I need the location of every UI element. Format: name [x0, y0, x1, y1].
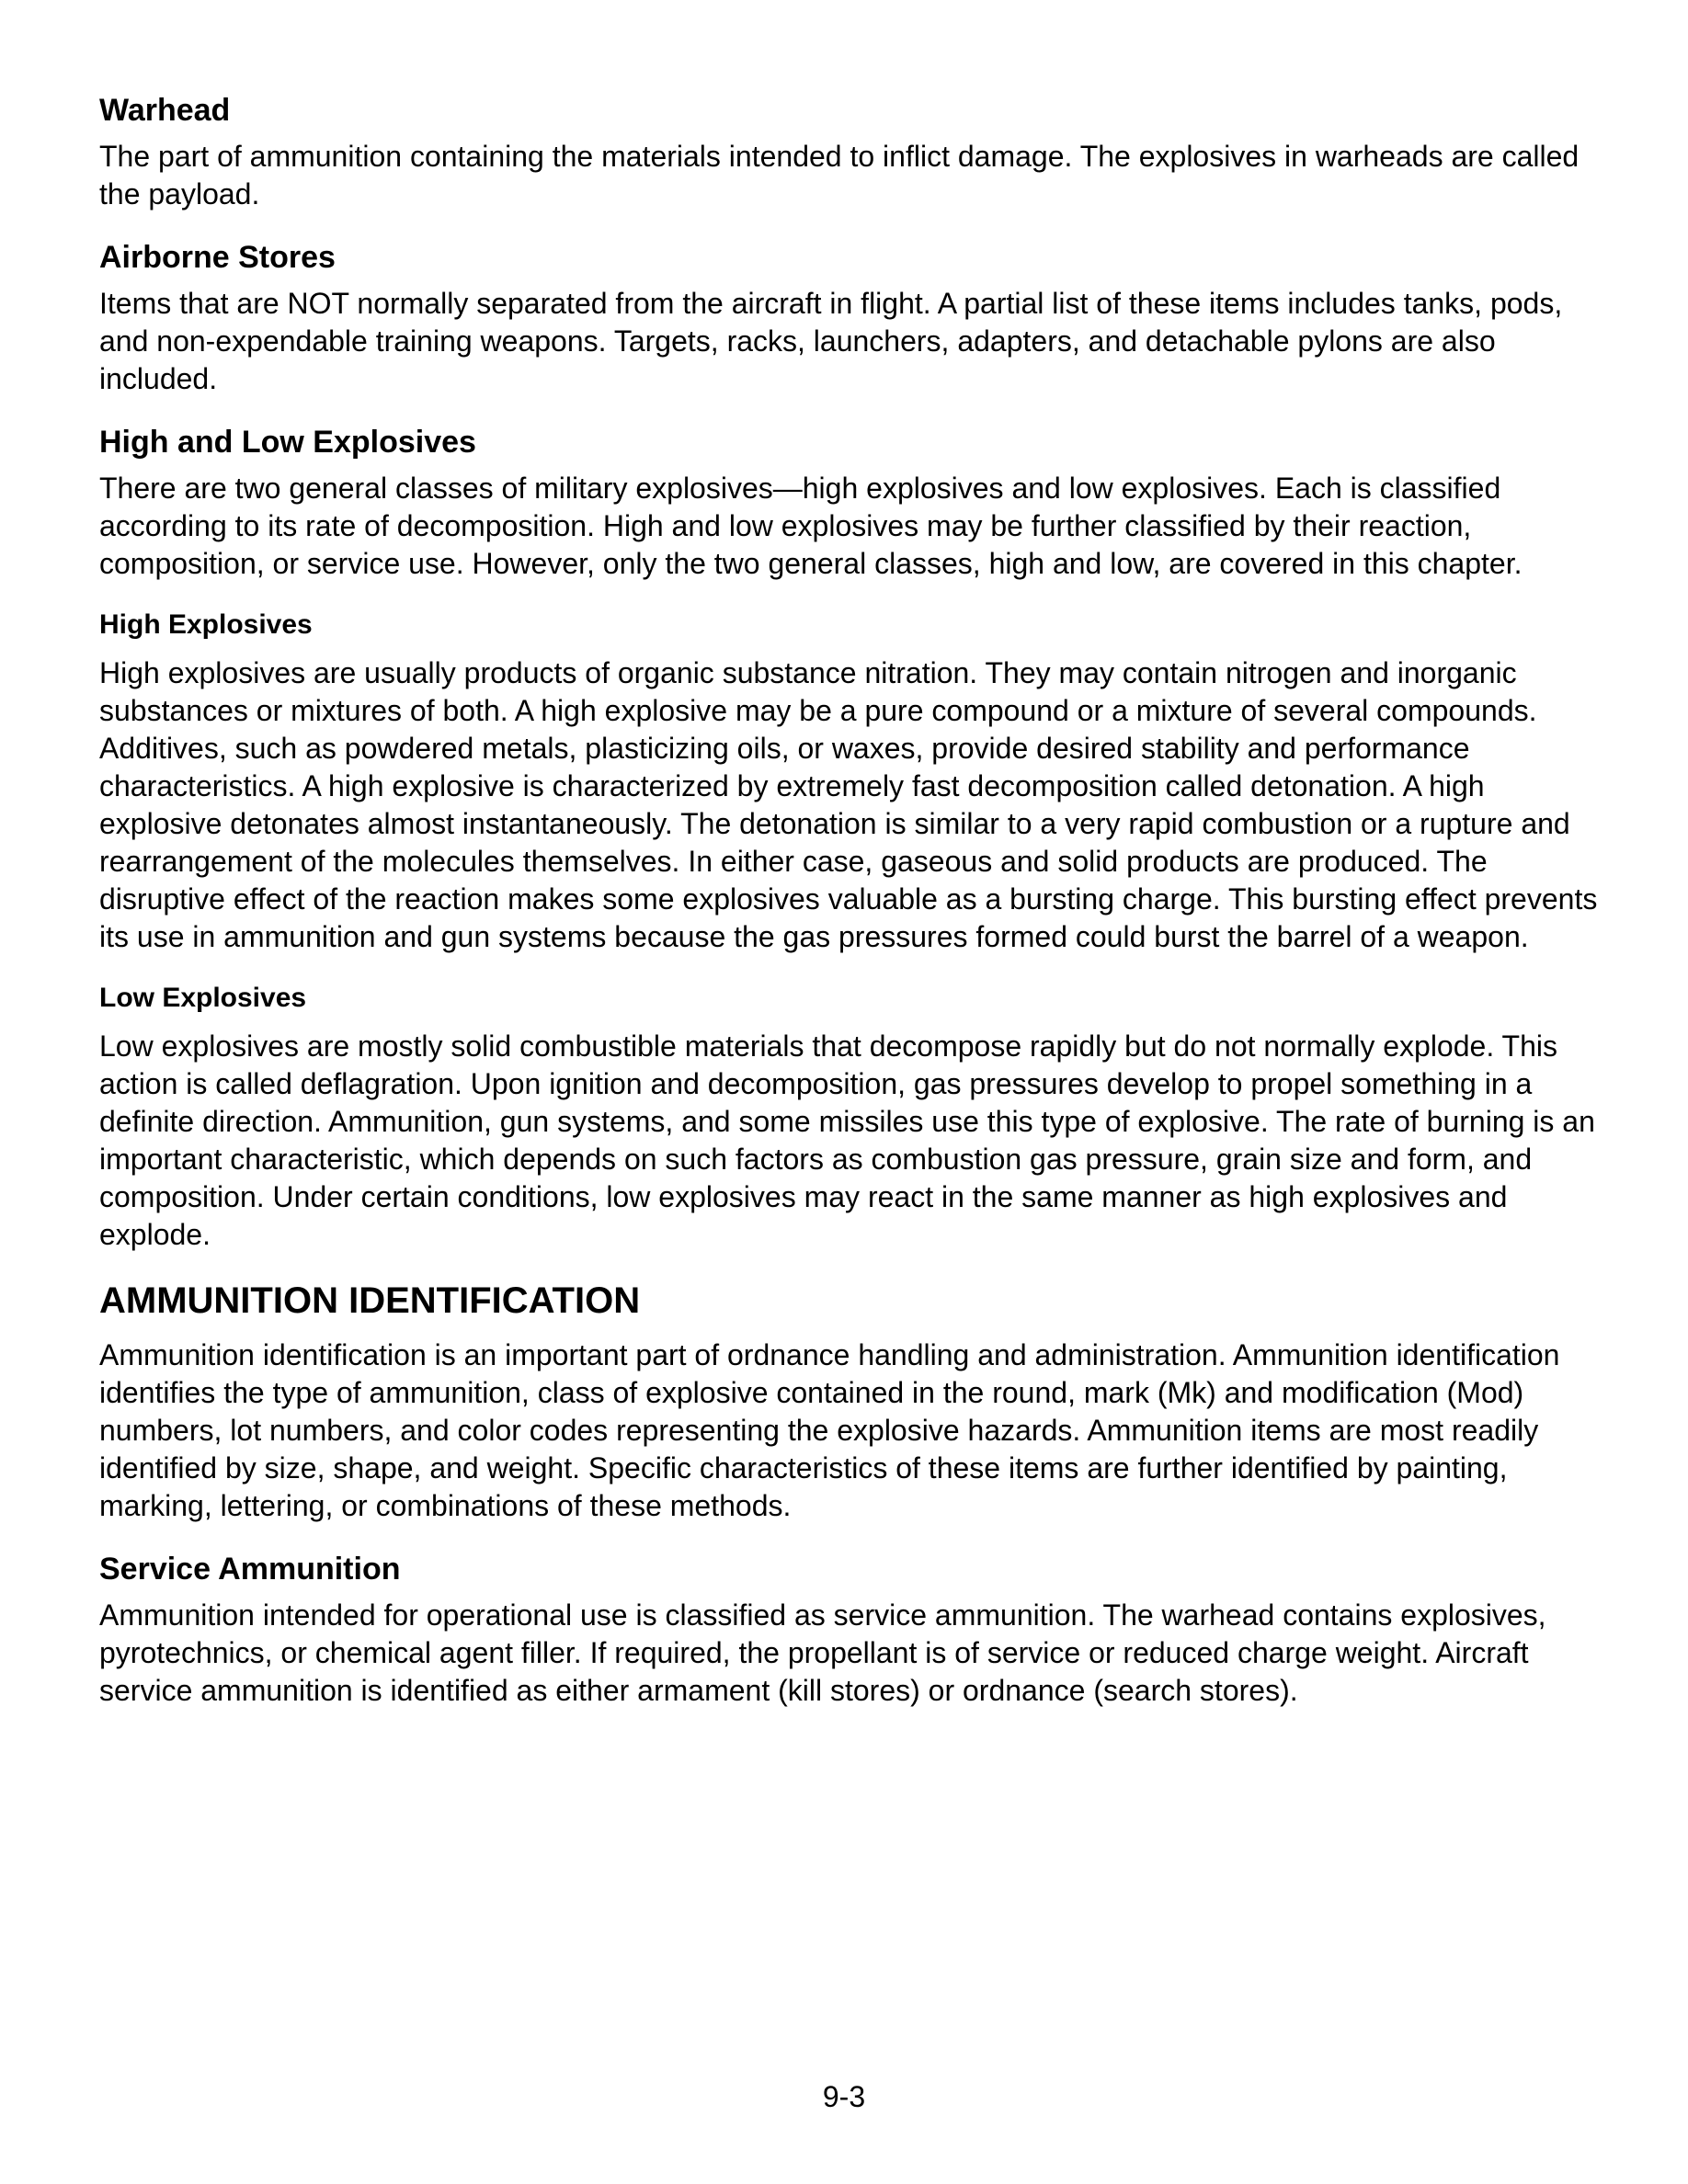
- heading-ammunition-identification: AMMUNITION IDENTIFICATION: [99, 1280, 641, 1321]
- paragraph-airborne-stores: Items that are NOT normally separated from the aircraft in flight. A partial list of these items includes tanks, pods, and non-expendable training weapons. Targets, racks, launchers, adapters, and detachable pylons are also included.: [99, 287, 1563, 395]
- paragraph-low-explosives: Low explosives are mostly solid combustible materials that decompose rapidly but do not normally explode. This action is called deflagration. Upon ignition and decomposition, gas pressures develop to propel something in a definite direction. Ammunition, gun systems, and some missiles use this type of explosive. The rate of burning is an important characteristic, which depends on such factors as combustion gas pressure, grain size and form, and composition. Under certain conditions, low explosives may react in the same manner as high explosives and explode.: [99, 1029, 1595, 1251]
- paragraph-high-explosives: High explosives are usually products of organic substance nitration. They may contain nitrogen and inorganic substances or mixtures of both. A high explosive may be a pure compound or a mixture of several compounds. Additives, such as powdered metals, plasticizing oils, or waxes, provide desired stability and performance characteristics. A high explosive is characterized by extremely fast decomposition called detonation. A high explosive detonates almost instantaneously. The detonation is similar to a very rapid combustion or a rupture and rearrangement of the molecules themselves. In either case, gaseous and solid products are produced. The disruptive effect of the reaction makes some explosives valuable as a bursting charge. This bursting effect prevents its use in ammunition and gun systems because the gas pressures formed could burst the barrel of a weapon.: [99, 656, 1598, 953]
- heading-low-explosives: Low Explosives: [99, 983, 307, 1013]
- paragraph-ammunition-identification: Ammunition identification is an important part of ordnance handling and administration. Ammunition identification identifies the type of ammunition, class of explosive contained in the round, mark (Mk) and modification (Mod) numbers, lot numbers, and color codes representing the explosive hazards. Ammunition items are most readily identified by size, shape, and weight. Specific characteristics of these items are further identified by painting, marking, lettering, or combinations of these methods.: [99, 1338, 1560, 1522]
- paragraph-service-ammunition: Ammunition intended for operational use is classified as service ammunition. The warhead contains explosives, pyrotechnics, or chemical agent filler. If required, the propellant is of service or reduced charge weight. Aircraft service ammunition is identified as either armament (kill stores) or ordnance (search stores).: [99, 1598, 1546, 1707]
- heading-high-low-explosives: High and Low Explosives: [99, 425, 476, 460]
- paragraph-high-low-explosives: There are two general classes of military explosives—high explosives and low explosives. Each is classified according to its rate of decomposition. High and low explosives may be further classified by their reaction, composition, or service use. However, only the two general classes, high and low, are covered in this chapter.: [99, 472, 1523, 580]
- paragraph-warhead: The part of ammunition containing the materials intended to inflict damage. The explosives in warheads are called the payload.: [99, 140, 1580, 210]
- page-number: 9-3: [822, 2080, 866, 2113]
- heading-warhead: Warhead: [99, 93, 231, 128]
- heading-airborne-stores: Airborne Stores: [99, 240, 336, 275]
- heading-service-ammunition: Service Ammunition: [99, 1552, 401, 1587]
- heading-high-explosives: High Explosives: [99, 609, 313, 640]
- document-page: [99, 92, 1607, 1735]
